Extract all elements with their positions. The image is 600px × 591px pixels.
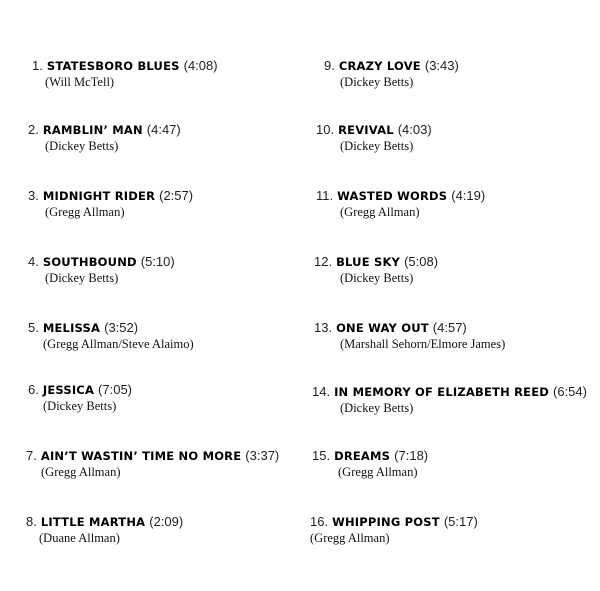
track-composer: (Gregg Allman/Steve Alaimo) (43, 337, 194, 351)
track-duration: (3:43) (424, 58, 459, 73)
track-item (26, 448, 279, 480)
track-duration: (5:08) (404, 254, 439, 269)
track-number: 1. (32, 58, 43, 73)
track-title: DREAMS (334, 449, 391, 463)
track-duration: (4:19) (451, 188, 486, 203)
track-composer: (Duane Allman) (39, 531, 120, 545)
track-duration: (6:54) (553, 384, 587, 399)
track-duration: (5:17) (443, 514, 478, 529)
track-item (324, 58, 459, 90)
track-duration: (3:52) (104, 320, 139, 335)
track-composer: (Dickey Betts) (340, 75, 414, 89)
track-title: WASTED WORDS (337, 189, 448, 203)
track-title: BLUE SKY (336, 255, 401, 269)
track-composer: (Dickey Betts) (45, 271, 119, 285)
track-number: 11. (316, 188, 334, 203)
track-duration: (4:08) (183, 58, 218, 73)
track-number: 3. (28, 188, 39, 203)
track-number: 12. (314, 254, 333, 269)
track-title: STATESBORO BLUES (46, 59, 180, 73)
track-title: AIN’T WASTIN’ TIME NO MORE (40, 449, 242, 463)
track-title: LITTLE MARTHA (40, 515, 146, 529)
track-item (312, 384, 587, 416)
track-number: 8. (26, 514, 37, 529)
track-composer: (Dickey Betts) (45, 139, 119, 153)
track-item (314, 254, 438, 286)
track-composer: (Gregg Allman) (41, 465, 121, 479)
track-duration: (2:57) (159, 188, 194, 203)
track-title: IN MEMORY OF ELIZABETH REED (334, 385, 550, 399)
track-duration: (5:10) (140, 254, 175, 269)
track-composer: (Gregg Allman) (338, 465, 418, 479)
track-title: CRAZY LOVE (338, 59, 421, 73)
track-duration: (7:18) (394, 448, 429, 463)
track-duration: (2:09) (149, 514, 184, 529)
track-duration: (3:37) (245, 448, 280, 463)
track-number: 6. (28, 382, 39, 397)
track-number: 7. (26, 448, 37, 463)
track-item (314, 320, 505, 352)
track-number: 16. (310, 514, 329, 529)
track-duration: (4:03) (397, 122, 432, 137)
track-item (312, 448, 428, 480)
track-duration: (4:57) (432, 320, 467, 335)
track-item (32, 58, 218, 90)
track-item (316, 122, 432, 154)
track-item (28, 320, 194, 352)
track-number: 14. (312, 384, 331, 399)
track-item (26, 514, 183, 546)
track-composer: (Dickey Betts) (340, 401, 414, 415)
track-composer: (Dickey Betts) (340, 139, 414, 153)
track-title: SOUTHBOUND (42, 255, 137, 269)
track-number: 13. (314, 320, 333, 335)
track-item (310, 514, 478, 546)
track-duration: (4:47) (146, 122, 181, 137)
track-number: 15. (312, 448, 331, 463)
track-composer: (Gregg Allman) (310, 531, 390, 545)
track-title: ONE WAY OUT (336, 321, 429, 335)
track-composer: (Marshall Sehorn/Elmore James) (340, 337, 506, 351)
track-number: 5. (28, 320, 39, 335)
track-title: RAMBLIN’ MAN (42, 123, 143, 137)
track-composer: (Will McTell) (45, 75, 115, 89)
track-item (28, 254, 175, 286)
track-title: WHIPPING POST (332, 515, 440, 529)
track-number: 9. (324, 58, 335, 73)
track-composer: (Dickey Betts) (340, 271, 414, 285)
track-item (28, 122, 181, 154)
track-number: 4. (28, 254, 39, 269)
track-composer: (Dickey Betts) (43, 399, 117, 413)
track-number: 2. (28, 122, 39, 137)
track-title: MELISSA (42, 321, 101, 335)
track-duration: (7:05) (98, 382, 133, 397)
track-title: MIDNIGHT RIDER (42, 189, 156, 203)
track-composer: (Gregg Allman) (45, 205, 125, 219)
track-item (28, 382, 132, 414)
track-title: JESSICA (42, 383, 95, 397)
track-title: REVIVAL (338, 123, 394, 137)
track-item (28, 188, 193, 220)
track-item (316, 188, 485, 220)
track-number: 10. (316, 122, 335, 137)
track-composer: (Gregg Allman) (340, 205, 420, 219)
